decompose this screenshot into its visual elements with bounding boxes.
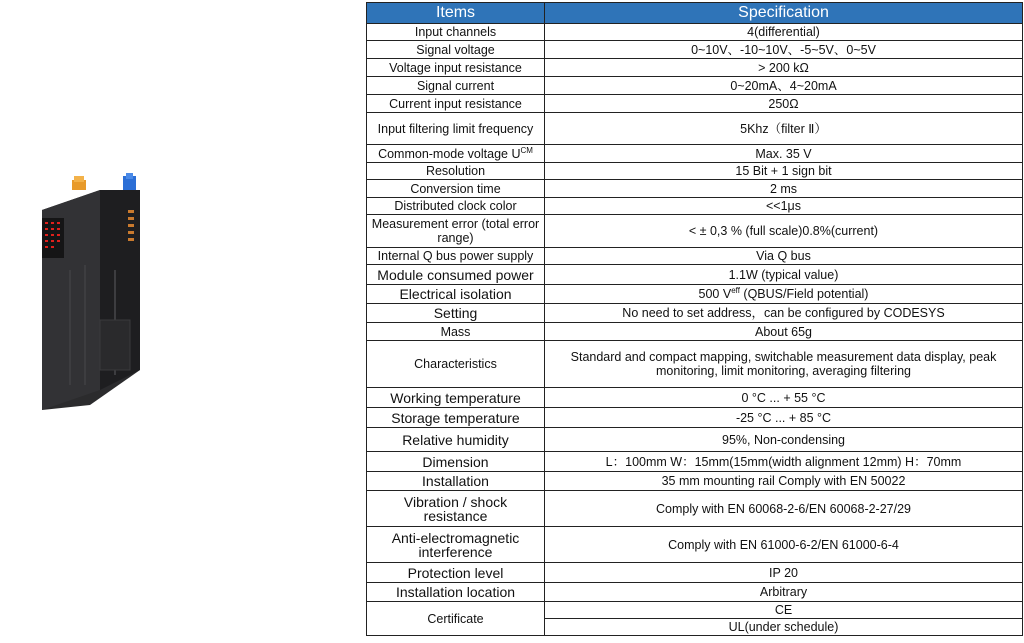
table-row (367, 59, 1023, 77)
value-cell: 2 ms (545, 180, 1023, 198)
item-cell: Current input resistance (367, 95, 545, 113)
item-cell: Input channels (367, 24, 545, 41)
item-cell: Input filtering limit frequency (367, 113, 545, 145)
table-row (367, 95, 1023, 113)
value-text: (QBUS/Field potential) (739, 287, 869, 301)
value-cell: About 65g (545, 323, 1023, 341)
table-row (367, 163, 1023, 180)
item-superscript: CM (520, 145, 533, 155)
item-cell: Signal current (367, 77, 545, 95)
table-row (367, 24, 1023, 41)
table-row (367, 215, 1023, 248)
value-cell: L：100mm W：15mm(15mm(width alignment 12mm) H：70mm (545, 452, 1023, 472)
value-cell: 15 Bit + 1 sign bit (545, 163, 1023, 180)
value-cell: <<1μs (545, 198, 1023, 215)
table-header-row (367, 3, 1023, 24)
table-row (367, 198, 1023, 215)
value-cell (545, 285, 1023, 304)
table-row (367, 323, 1023, 341)
value-superscript: eff (731, 285, 740, 295)
table-row (367, 77, 1023, 95)
table-row (367, 428, 1023, 452)
item-cell: Mass (367, 323, 545, 341)
table-row (367, 41, 1023, 59)
specification-table (366, 2, 1023, 636)
item-cell: Storage temperature (367, 408, 545, 428)
table-row (367, 388, 1023, 408)
item-cell: Certificate (367, 602, 545, 636)
value-cell: Arbitrary (545, 583, 1023, 602)
value-cell: 0 °C ... + 55 °C (545, 388, 1023, 408)
value-cell: 5Khz（filter Ⅱ） (545, 113, 1023, 145)
value-cell: 0~20mA、4~20mA (545, 77, 1023, 95)
value-cell: No need to set address，can be configured by CODESYS (545, 304, 1023, 323)
item-cell: Relative humidity (367, 428, 545, 452)
value-cell: 4(differential) (545, 24, 1023, 41)
table-row (367, 180, 1023, 198)
value-cell: Max. 35 V (545, 145, 1023, 163)
item-cell (367, 145, 545, 163)
table-row (367, 602, 1023, 619)
item-cell: Voltage input resistance (367, 59, 545, 77)
io-module-product-image (30, 170, 160, 420)
table-row (367, 248, 1023, 265)
value-cell: > 200 kΩ (545, 59, 1023, 77)
value-cell: 250Ω (545, 95, 1023, 113)
value-cell: CE (545, 602, 1023, 619)
value-text: 500 V (698, 287, 732, 301)
item-cell: Distributed clock color (367, 198, 545, 215)
table-row (367, 583, 1023, 602)
item-cell: Protection level (367, 563, 545, 583)
table-row (367, 145, 1023, 163)
value-cell: IP 20 (545, 563, 1023, 583)
value-cell: UL(under schedule) (545, 619, 1023, 636)
table-row (367, 452, 1023, 472)
value-cell: -25 °C ... + 85 °C (545, 408, 1023, 428)
table-row (367, 265, 1023, 285)
table-row (367, 341, 1023, 388)
table-row (367, 527, 1023, 563)
value-cell: Comply with EN 61000-6-2/EN 61000-6-4 (545, 527, 1023, 563)
value-cell: 1.1W (typical value) (545, 265, 1023, 285)
item-cell: Anti-electromagnetic interference (367, 527, 545, 563)
item-cell: Vibration / shock resistance (367, 491, 545, 527)
item-cell: Setting (367, 304, 545, 323)
item-text: Common-mode voltage U (378, 146, 521, 161)
value-cell: 35 mm mounting rail Comply with EN 50022 (545, 472, 1023, 491)
value-cell: < ± 0,3 % (full scale)0.8%(current) (545, 215, 1023, 248)
value-cell: Standard and compact mapping, switchable measurement data display, peak monitoring, limit monitoring, averaging filtering (545, 341, 1023, 388)
header-items: Items (367, 3, 545, 24)
item-cell: Installation location (367, 583, 545, 602)
item-cell: Characteristics (367, 341, 545, 388)
value-cell: 0~10V、-10~10V、-5~5V、0~5V (545, 41, 1023, 59)
item-cell: Dimension (367, 452, 545, 472)
item-cell: Installation (367, 472, 545, 491)
table-row (367, 491, 1023, 527)
header-specification: Specification (545, 3, 1023, 24)
item-cell: Measurement error (total error range) (367, 215, 545, 248)
item-cell: Electrical isolation (367, 285, 545, 304)
item-cell: Conversion time (367, 180, 545, 198)
item-cell: Working temperature (367, 388, 545, 408)
item-cell: Module consumed power (367, 265, 545, 285)
value-cell: Comply with EN 60068-2-6/EN 60068-2-27/29 (545, 491, 1023, 527)
item-cell: Internal Q bus power supply (367, 248, 545, 265)
value-cell: 95%, Non-condensing (545, 428, 1023, 452)
value-cell: Via Q bus (545, 248, 1023, 265)
item-cell: Signal voltage (367, 41, 545, 59)
table-row (367, 472, 1023, 491)
table-row (367, 304, 1023, 323)
table-row (367, 113, 1023, 145)
table-row (367, 285, 1023, 304)
table-row (367, 408, 1023, 428)
item-cell: Resolution (367, 163, 545, 180)
table-row (367, 563, 1023, 583)
